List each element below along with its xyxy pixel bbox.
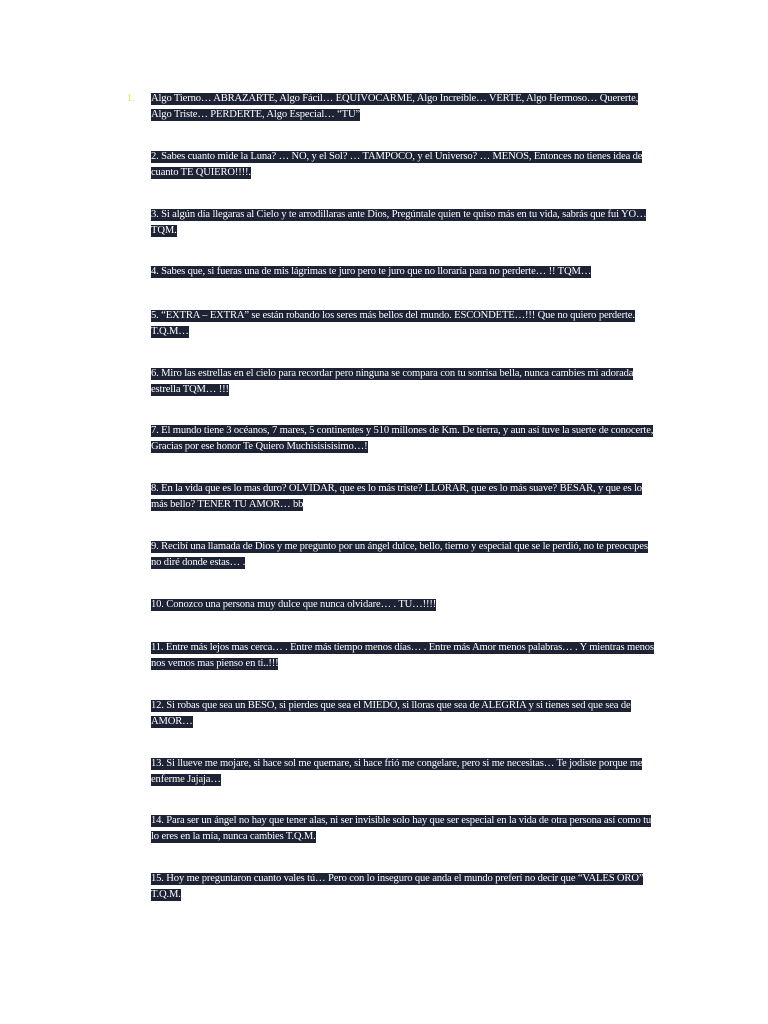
list-item-text: 2. Sabes cuanto mide la Luna? … NO, y el Sol? … TAMPOCO, y el Universo? … MENOS, Entonces no tienes idea de cuanto TE QUIERO!!!!. bbox=[151, 151, 643, 178]
list-item-7 bbox=[151, 423, 657, 454]
list-item-4 bbox=[151, 264, 657, 280]
list-item-8 bbox=[151, 481, 657, 512]
list-item-13 bbox=[151, 756, 657, 787]
list-item-text: 10. Conozco una persona muy dulce que nunca olvidare… . TU…!!!! bbox=[151, 599, 437, 610]
list-item-5 bbox=[151, 308, 657, 339]
list-marker: 1. bbox=[127, 93, 135, 104]
list-item-1 bbox=[151, 91, 657, 122]
list-item-text: 5. “EXTRA – EXTRA” se están robando los seres más bellos del mundo. ESCONDETE…!!! Que no quiero perderte. T.Q.M… bbox=[151, 310, 635, 337]
list-item-2 bbox=[151, 149, 657, 180]
list-item-text: 8. En la vida que es lo mas duro? OLVIDAR, que es lo más triste? LLORAR, que es lo más suave? BESAR, y que es lo más bello? TENER TU AMOR… bb bbox=[151, 483, 642, 510]
list-item-text: 7. El mundo tiene 3 océanos, 7 mares, 5 continentes y 510 millones de Km. De tierra, y aun así tuve la suerte de conocerte, Gracias por ese honor Te Quiero Muchisisisisimo…! bbox=[151, 425, 654, 452]
list-item-14 bbox=[151, 813, 657, 844]
list-item-text: 15. Hoy me preguntaron cuanto vales tú… Pero con lo inseguro que anda el mundo preferí no decir que “VALES ORO” T.Q.M. bbox=[151, 873, 644, 900]
list-item-text: 12. Si robas que sea un BESO, si pierdes que sea el MIEDO, si lloras que sea de ALEGRIA y si tienes sed que sea de AMOR… bbox=[151, 700, 631, 727]
list-item-12 bbox=[151, 698, 657, 729]
list-item-text: 9. Recibí una llamada de Dios y me pregunto por un ángel dulce, bello, tierno y especial que se le perdió, no te preocupes no diré donde estas… . bbox=[151, 541, 648, 568]
list-item-10 bbox=[151, 597, 657, 613]
list-item-text: 11. Entre más lejos mas cerca… . Entre más tiempo menos días… . Entre más Amor menos palabras… . Y mientras menos nos vemos mas pienso en ti..!!! bbox=[151, 642, 654, 669]
list-item-text: 13. Si llueve me mojare, si hace sol me quemare, si hace frió me congelare, pero si me necesitas… Te jodiste porque me enferme Jajaja… bbox=[151, 758, 643, 785]
list-item-text: 3. Si algún día llegaras al Cielo y te arrodillaras ante Dios, Pregúntale quien te quiso más en tu vida, sabrás que fui YO… TQM. bbox=[151, 209, 647, 236]
list-item-text: 6. Miro las estrellas en el cielo para recordar pero ninguna se compara con tu sonrisa bella, nunca cambies mi adorada estrella TQM… !!! bbox=[151, 368, 634, 395]
list-item-11 bbox=[151, 640, 657, 671]
list-item-text: 14. Para ser un ángel no hay que tener alas, ni ser invisible solo hay que ser especial en la vida de otra persona así como tu lo eres en la mía, nunca cambies T.Q.M. bbox=[151, 815, 652, 842]
list-item-text: 4. Sabes que, si fueras una de mis lágrimas te juro pero te juro que no lloraría para no perderte… !! TQM… bbox=[151, 266, 592, 277]
list-item-15 bbox=[151, 871, 657, 902]
list-item-9 bbox=[151, 539, 657, 570]
list-item-3 bbox=[151, 207, 657, 238]
list-item-text: Algo Tierno… ABRAZARTE, Algo Fácil… EQUIVOCARME, Algo Increíble… VERTE, Algo Hermoso… Quererte, Algo Triste… PERDERTE, Algo Especial… “TU” bbox=[151, 93, 639, 120]
list-item-6 bbox=[151, 366, 657, 397]
